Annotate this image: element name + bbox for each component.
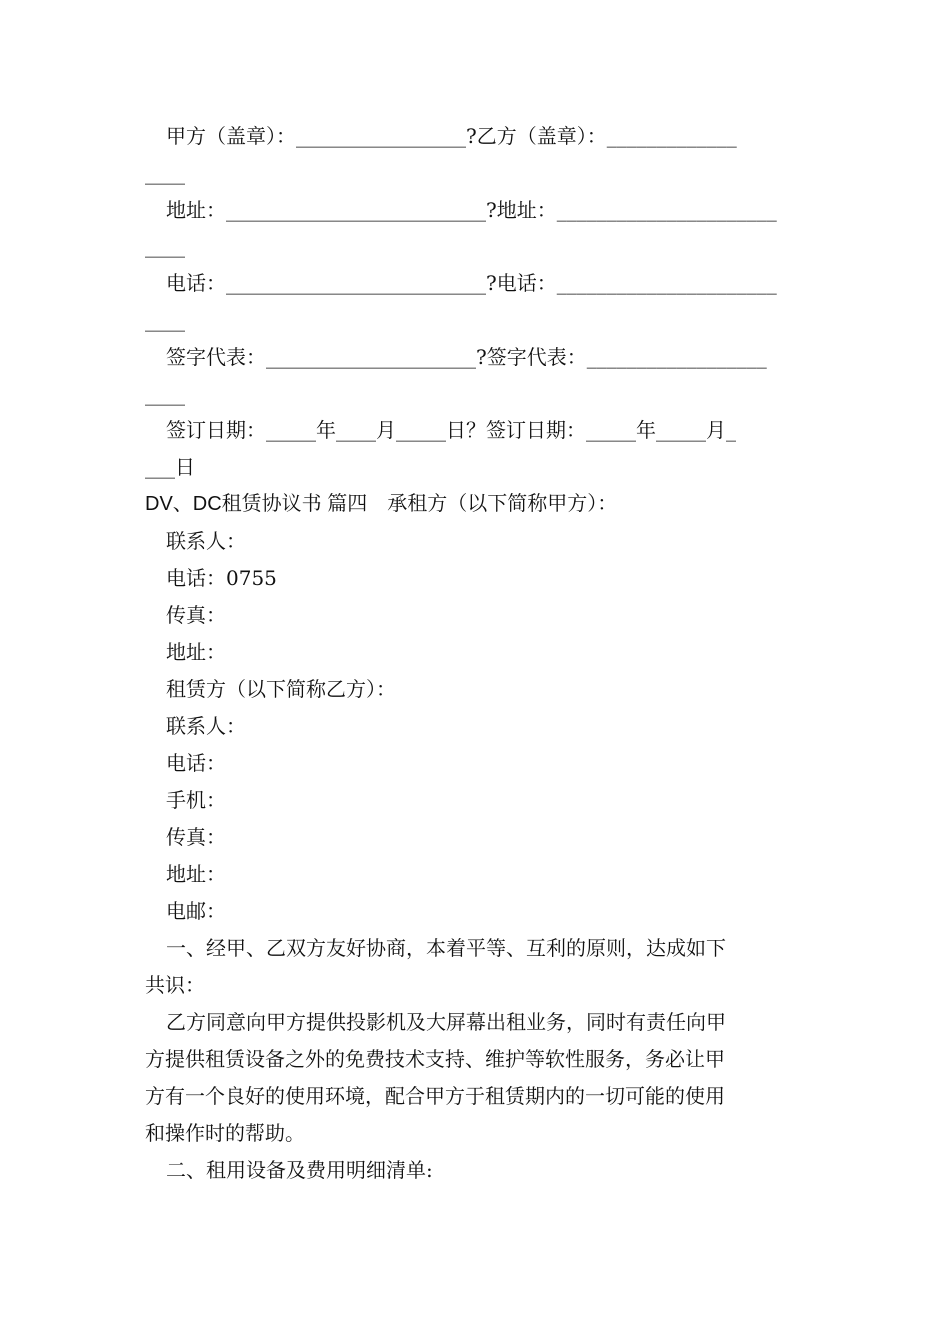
party-seal-line-cont: ____ [145,160,185,185]
lessor-info [145,708,807,930]
phone-line: 电话：__________________________?电话：______________________ [166,271,777,296]
signatory-line: 签字代表：_____________________?签字代表：__________________ [166,344,767,369]
clause-2-heading: 二、租用设备及费用明细清单: [166,1157,433,1182]
lessor-phone: 电话： [166,750,226,775]
document-page [145,118,807,1189]
address-line: 地址：__________________________?地址：______________________ [166,197,777,222]
lessee-fax: 传真： [166,602,226,627]
lessee-info [145,523,807,671]
clause-1-heading-cont: 共识： [145,972,205,997]
lessee-contact: 联系人： [166,528,246,553]
address-line-cont: ____ [145,234,185,259]
signature-block [145,118,807,486]
clause-1-body-line: 方提供租赁设备之外的免费技术支持、维护等软性服务，务必让甲 [145,1046,725,1071]
clause-1-body-line: 乙方同意向甲方提供投影机及大屏幕出租业务，同时有责任向甲 [166,1009,726,1034]
lessee-address: 地址： [166,639,226,664]
clause-1-body [145,1004,807,1152]
party-seal-line: 甲方（盖章）：_________________?乙方（盖章）：_____________ [166,124,737,148]
lessor-fax: 传真： [166,824,226,849]
phone-line-cont: ____ [145,307,185,332]
lessor-mobile: 手机： [166,787,226,812]
sign-date-line-cont: ___日 [145,455,195,480]
lessor-email: 电邮： [166,898,226,923]
lessor-address: 地址： [166,861,226,886]
section-title: DV、DC租赁协议书 篇四 承租方（以下简称甲方）： [145,492,618,515]
signatory-line-cont: ____ [145,381,185,406]
sign-date-line: 签订日期：_____年____月_____日？签订日期：_____年_____月_ [166,418,736,443]
lessor-contact: 联系人： [166,713,246,738]
lessee-phone: 电话：0755 [166,565,277,590]
clause-1-heading: 一、经甲、乙双方友好协商，本着平等、互利的原则，达成如下 [166,935,726,960]
lessor-heading: 租赁方（以下简称乙方）： [166,676,396,701]
clause-1-body-line: 和操作时的帮助。 [145,1120,305,1145]
clause-1-body-line: 方有一个良好的使用环境，配合甲方于租赁期内的一切可能的使用 [145,1083,725,1108]
